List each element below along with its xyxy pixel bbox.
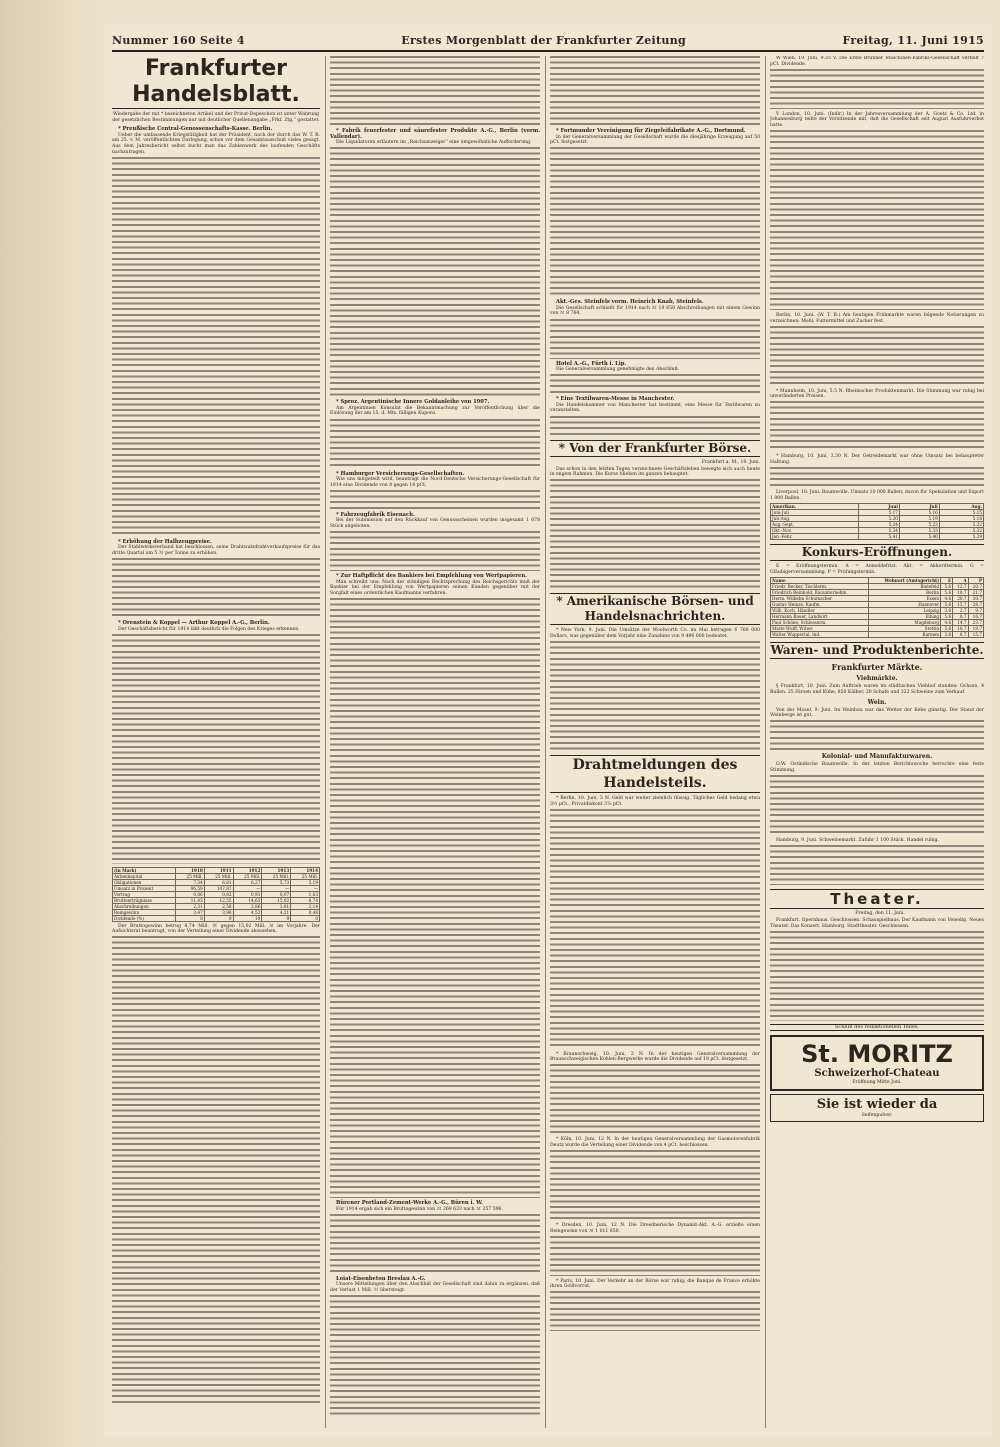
article-text: Man schreibt uns: Nach der ständigen Rechtsprechung des Reichsgerichts muß der Bankier bei der Empfehlung von Wertpapieren seinen Kunden gegenüber mit der Sorgfalt eines ordentlichen Kaufmanns verfahren.: [330, 579, 540, 596]
section-heading-theater: Theater.: [770, 889, 984, 909]
ad-note: Seifenpulver.: [861, 1113, 893, 1119]
table-cell: 5.18: [939, 516, 983, 522]
section-heading-boerse: * Von der Frankfurter Börse.: [550, 440, 760, 457]
text-block: [112, 634, 320, 864]
table-cell: 0,86: [175, 891, 204, 897]
table-cell: 5.16: [899, 510, 939, 516]
text-block: [550, 641, 760, 751]
table-cell: 0,97: [262, 891, 291, 897]
table-cell: Friedr. Becker, Tischlerm.: [771, 584, 869, 590]
column-2: [330, 56, 540, 1428]
table-cell: 3,96: [204, 909, 233, 915]
table-cell: Wilh. Koch, Händler: [771, 608, 869, 614]
article-text: Die Liquidatoren erläutern im „Reichsanzeiger“ eine umgewöhnliche Aufforderung.: [336, 140, 532, 146]
article-text: * New York, 9. Juni. Die Umsätze der Woolworth Co. im Mai betrugen 6 766 000 Dollars, was gegenüber dem Vorjahr eine Zunahme von 9 496 000 bedeutet.: [550, 628, 760, 639]
text-block: [770, 775, 984, 835]
table-cell: 5,19: [291, 879, 320, 885]
table-cell: 96,59: [175, 885, 204, 891]
article-text: * Berlin, 10. Juni, 3 N. Geld war weiter ziemlich flüssig. Tägliches Geld bedang etwa 3½ pCt., Privatdiskont 3⅞ pCt.: [550, 796, 760, 807]
text-block: [770, 931, 984, 1021]
table-cell: 4.6: [941, 596, 953, 602]
table-cell: 0,82: [204, 891, 233, 897]
subheading-wein: Wein.: [867, 698, 887, 706]
masthead-date: Freitag, 11. Juni 1915: [842, 33, 984, 47]
table-cell: Vortrag: [113, 891, 176, 897]
table-cell: 16.7: [968, 614, 983, 620]
masthead-rule: [112, 50, 984, 52]
reprint-note: Wiedergabe der mit * bezeichneten Artikel und der Privat-Depeschen ist unter Wahrung der gesetzlichen Bestimmungen nur mit deutlicher Quellenangabe „Frkf. Ztg.“ gestattet.: [112, 112, 320, 123]
table-header-cell: 1912: [233, 867, 262, 873]
text-block: [330, 1295, 540, 1415]
table-row: [771, 534, 984, 540]
table-cell: 5,73: [262, 879, 291, 885]
text-block: [330, 419, 540, 469]
dateline: Frankfurt a. M., 10. Juni.: [701, 459, 760, 465]
table-cell: 12.7: [953, 584, 968, 590]
article-text: * Dresden, 10. Juni, 12 N. Die Dresdnerische Dynamit-Akt. A.-G. erzielte einen Reingewinn von ℳ 1 011 850.: [550, 1223, 760, 1234]
table-cell: —: [233, 885, 262, 891]
editorial-end-note: Schluß des redaktionellen Teiles.: [770, 1024, 984, 1032]
article-text: Frankfurt. Opernhaus. Geschlossen. Schauspielhaus. Der Kaufmann von Venedig. Neues Theater. Das Konzert. Hamburg. Stadttheater. Geschlossen.: [770, 918, 984, 929]
article-text: Wie uns mitgeteilt wird, beantragt die Nord-Deutsche Versicherungs-Gesellschaft für 1914 eine Dividende von 8 gegen 14 pCt.: [330, 477, 540, 488]
article-text: Hamburg, 9. Juni. Schweinemarkt. Zufuhr 1 100 Stück. Handel ruhig.: [776, 837, 939, 843]
table-header-cell: Juli: [899, 504, 939, 510]
masthead-issue: Nummer 160 Seite 4: [112, 33, 245, 47]
article-title: * Fortmunder Vereinigung für Ziegeleifabrikate A.-G., Dortmund.: [556, 128, 746, 134]
table-cell: Juni-Juli: [771, 510, 859, 516]
table-cell: 3,47: [175, 909, 204, 915]
table-cell: Dividende (%): [113, 915, 176, 921]
table-cell: 5.34: [859, 528, 900, 534]
table-header-cell: A: [953, 578, 968, 584]
text-block: [330, 1214, 540, 1274]
text-block: [550, 809, 760, 1049]
table-row: [113, 885, 320, 891]
article-title: * Hamburger Versicherungs-Gesellschaften.: [336, 470, 465, 477]
table-header-cell: Amerikan.: [771, 504, 859, 510]
column-3: [550, 56, 760, 1428]
table-cell: Stettin: [869, 626, 941, 632]
table-cell: 15.7: [953, 602, 968, 608]
section-heading-amerika: * Amerikanische Börsen- und Handelsnachrichten.: [550, 593, 760, 625]
table-cell: 7,34: [175, 879, 204, 885]
article-title: * Zur Haftpflicht des Bankiers bei Empfehlung von Wertpapieren.: [336, 573, 527, 580]
article-text: V London, 10. Juni. (Indir.) In der Jahresversammlung der A. Goetz & Co. Ltd. in Johannesburg teilte der Vorsitzende mit, daß die Gesellschaft seit August Ausfuhrverbot hatte.: [770, 111, 984, 128]
article-title: * Eine Textilwaren-Messe in Manchester.: [556, 396, 675, 403]
table-cell: 4.6: [941, 620, 953, 626]
text-block: [112, 936, 320, 1406]
table-cell: Aug.-Sept.: [771, 522, 859, 528]
text-block: [550, 1150, 760, 1220]
table-cell: Leipzig: [869, 608, 941, 614]
table-cell: 5.6: [941, 602, 953, 608]
text-block: [112, 157, 320, 537]
table-cell: 2,58: [204, 903, 233, 909]
table-cell: 5.6: [941, 590, 953, 596]
table-cell: 5.6: [941, 614, 953, 620]
table-cell: Essen: [869, 596, 941, 602]
table-cell: Magdeburg: [869, 620, 941, 626]
table-cell: Aktienkapital: [113, 873, 176, 879]
text-block: [770, 845, 984, 885]
text-block: [112, 558, 320, 618]
text-block: [330, 490, 540, 510]
table-header-cell: Juni: [859, 504, 900, 510]
article-text: Bei der Submission auf den Rückkauf von Genussscheinen wurden insgesamt 1 078 Stück angeboten.: [330, 518, 540, 530]
table-cell: 3,01: [262, 903, 291, 909]
table-cell: 3.6: [941, 632, 953, 638]
article-text: * Braunschweig, 10. Juni, 2 N. In der heutigen Generalversammlung der Braunschweigischen Kohlen-Bergwerke wurde die Dividende auf 18 pCt. festgesetzt.: [550, 1051, 760, 1063]
table-cell: 21.7: [968, 590, 983, 596]
cotton-price-table: [770, 503, 984, 540]
theater-date: Freitag, den 11. Juni.: [855, 911, 905, 917]
table-cell: Hermann Bauer, Landwirt: [771, 614, 869, 620]
table-cell: 5.22: [939, 522, 983, 528]
table-cell: Abschreibungen: [113, 903, 176, 909]
article-text: Unsere Mitteilungen über den Abschluß der Gesellschaft sind dahin zu ergänzen, daß der Verlust 1 Mill. ℳ übersteigt.: [330, 1282, 540, 1293]
table-cell: Reingewinn: [113, 909, 176, 915]
table-cell: 25 Mill.: [204, 873, 233, 879]
ad-title: Sie ist wieder da: [816, 1097, 938, 1113]
table-cell: 12,55: [204, 897, 233, 903]
article-text: Die Generalversammlung genehmigte den Abschluß.: [556, 367, 680, 373]
table-cell: 15.7: [968, 632, 983, 638]
text-block: [550, 416, 760, 436]
table-cell: 5.19: [899, 516, 939, 522]
advertisement-seifenpulver: [770, 1094, 984, 1122]
text-block: [770, 720, 984, 750]
table-cell: 30.7: [968, 596, 983, 602]
table-cell: 28.7: [968, 602, 983, 608]
table-cell: 25 Mill.: [175, 873, 204, 879]
table-cell: Bielefeld: [869, 584, 941, 590]
table-header-cell: (in Mark): [113, 867, 176, 873]
table-cell: 5.24: [859, 522, 900, 528]
masthead: [112, 32, 984, 48]
table-header-cell: E: [941, 578, 953, 584]
table-cell: 5.32: [939, 528, 983, 534]
table-header-cell: P: [968, 578, 983, 584]
column-1: [112, 56, 320, 1428]
table-cell: 8,74: [291, 897, 320, 903]
table-row: [771, 632, 984, 638]
balance-table: [112, 867, 320, 922]
table-cell: 5.41: [859, 534, 900, 540]
table-cell: 0,48: [291, 909, 320, 915]
table-cell: 5.33: [899, 528, 939, 534]
subheading-kolonial: Kolonial- und Manufakturwaren.: [821, 753, 933, 761]
column-divider: [325, 56, 326, 1428]
table-cell: 6.7: [953, 632, 968, 638]
table-cell: 10.7: [953, 626, 968, 632]
column-4: [770, 56, 984, 1428]
table-header-cell: Wohnort (Amtsgericht): [869, 578, 941, 584]
section-banner: Frankfurter Handelsblatt.: [112, 56, 320, 109]
table-cell: 19.7: [968, 626, 983, 632]
article-text: Berlin, 10. Juni. (W. T. B.) Am heutigen Frühmarkte waren folgende Notierungen zu verzeichnen: Mehl, Futtermittel und Zucker fest.: [770, 312, 984, 324]
article-text: W Wien, 10. Juni, 9.35 V. Die Erste Brünner Maschinen-Fabriks-Gesellschaft verteilt 7 pCt. Dividende.: [770, 56, 984, 67]
table-cell: Jan.-Febr.: [771, 534, 859, 540]
subheading-vieh: Viehmärkte.: [856, 675, 898, 683]
table-cell: 11,43: [175, 897, 204, 903]
article-text: Der Bruttogewinn betrug 8,74 Mill. ℳ gegen 15,02 Mill. ℳ im Vorjahre. Der Aufsichtsrat beantragt, von der Verteilung einer Dividende abzusehen.: [112, 923, 320, 935]
table-cell: 10.7: [953, 590, 968, 596]
text-block: [330, 147, 540, 397]
article-text: * Hamburg, 10. Juni, 3.30 N. Der Getreidemarkt war ohne Umsatz bei behaupteter Haltung.: [770, 454, 984, 465]
table-header-cell: 1910: [175, 867, 204, 873]
table-cell: 5.23: [899, 522, 939, 528]
table-cell: 0,91: [233, 891, 262, 897]
article-text: Die Handelskammer von Manchester hat bestimmt, eine Messe für Textilwaren zu veranstalten.: [550, 402, 760, 414]
article-text: Die Gesellschaft schließt für 1914 nach ℳ 19 658 Abschreibungen mit einem Gewinn von ℳ 8 764.: [550, 305, 760, 317]
article-text: * Köln, 10. Juni, 12 N. In der heutigen Generalversammlung der Gasmotorenfabrik Deutz wurde die Verteilung einer Dividende von 4 pCt. beschlossen.: [550, 1137, 760, 1148]
table-cell: 5.40: [899, 534, 939, 540]
subheading-markte: Frankfurter Märkte.: [831, 662, 923, 673]
article-title: Hotel A.-G., Fürth i. Lip.: [556, 360, 627, 367]
table-cell: 6,81: [204, 879, 233, 885]
table-cell: 2,86: [233, 903, 262, 909]
table-cell: 9.7: [968, 608, 983, 614]
article-text: Liverpool, 10. Juni. Baumwolle. Umsatz 10 000 Ballen, davon für Spekulation und Export 1 000 Ballen.: [770, 490, 984, 501]
table-header-cell: Aug.: [939, 504, 983, 510]
ad-note: Eröffnung Mitte Juni.: [852, 1080, 902, 1086]
text-block: [550, 1236, 760, 1276]
table-cell: Gustav Heinze, Kaufm.: [771, 602, 869, 608]
text-block: [330, 56, 540, 126]
table-cell: 25 Mill.: [233, 873, 262, 879]
masthead-title: Erstes Morgenblatt der Frankfurter Zeitung: [401, 33, 687, 47]
table-cell: 8: [175, 915, 204, 921]
konkurs-table: [770, 577, 984, 638]
table-header-cell: 1911: [204, 867, 233, 873]
table-cell: Friedrich Reinhold, Bauunternehm.: [771, 590, 869, 596]
table-cell: Hannover: [869, 602, 941, 608]
article-text: Der Geschäftsbericht für 1914 läßt deutlich die Folgen des Krieges erkennen.: [118, 626, 300, 632]
text-block: [770, 467, 984, 487]
table-cell: Walter Wuppertal, Ind.: [771, 632, 869, 638]
table-cell: 8.7: [953, 614, 968, 620]
table-cell: Juli-Aug.: [771, 516, 859, 522]
text-block: [330, 598, 540, 1198]
table-cell: Bruttoerträgnisse: [113, 897, 176, 903]
article-title: Akt.-Ges. Steinfels vorm. Heinrich Knab, Steinfels.: [556, 299, 704, 306]
table-cell: 25 Mill.: [262, 873, 291, 879]
table-cell: Herm. Wilhelm Schumacher: [771, 596, 869, 602]
article-title: * Sproz. Argentinische Innere Goldanleihe von 1907.: [336, 399, 490, 406]
section-heading-konkurs: Konkurs-Eröffnungen.: [770, 544, 984, 561]
article-text: Das schon in den letzten Tagen verzeichnete Geschäftsleben bewegte sich auch heute in engem Rahmen. Die Kurse blieben im ganzen behauptet.: [550, 466, 760, 478]
table-cell: Barmen: [869, 632, 941, 638]
article-text: Der Stahlwerksverband hat beschlossen, seine Drahtwalzdrahtverkaufspreise für das dritte Quartal um 5 ℳ per Tonne zu erhöhen.: [112, 545, 320, 556]
table-cell: Umsatz in Prozent: [113, 885, 176, 891]
text-block: [550, 479, 760, 589]
advertisement-st-moritz: [770, 1035, 984, 1091]
table-cell: 9: [204, 915, 233, 921]
table-cell: 4,21: [262, 909, 291, 915]
article-text: * Paris, 10. Juni. Der Verkehr an der Börse war ruhig; die Banque de France erhöhte ihren Goldvorrat.: [550, 1278, 760, 1290]
table-cell: 3.6: [941, 608, 953, 614]
article-text: In der Generalversammlung der Gesellschaft wurde die diesjährige Erzeugung auf 50 pCt. festgesetzt.: [550, 134, 760, 146]
table-cell: 2,14: [291, 903, 320, 909]
table-cell: 2.7: [953, 608, 968, 614]
table-cell: 2,31: [175, 903, 204, 909]
text-block: [550, 56, 760, 126]
text-block: [550, 1064, 760, 1134]
article-title: * Preußische Central-Genossenschafts-Kasse. Berlin.: [118, 126, 273, 133]
table-cell: 1,03: [291, 891, 320, 897]
table-cell: 5.20: [859, 516, 900, 522]
table-cell: Okt.-Nov.: [771, 528, 859, 534]
table-cell: —: [262, 885, 291, 891]
article-title: * Fabrik feuerfester und säurefester Produkte A.-G., Berlin (vorm. Vallendar).: [330, 128, 540, 140]
table-cell: 5.6: [941, 626, 953, 632]
article-text: O.W. Ostindische Baumwolle. In der letzten Berichtswoche herrschte eine feste Stimmung.: [770, 762, 984, 773]
article-title: * Erhöhung der Halbzeugpreise.: [118, 538, 212, 545]
article-text: Ueber die umfassende Kriegstätigkeit hat der Präsident, nach der durch das W. T. B. am 25. v. M. veröffentlichten Darlegung, schon vor dem Gesamtausschuß vieles gesagt. Aus dem Jahresbericht selbst bucht man das Zahlenwerk des laufenden Geschäfts nachzutragen.: [112, 132, 320, 155]
table-cell: 10: [233, 915, 262, 921]
text-block: [770, 401, 984, 451]
text-block: [770, 130, 984, 310]
text-block: [330, 531, 540, 571]
table-row: [113, 915, 320, 921]
article-text: Für 1914 ergab sich ein Bruttogewinn von ℳ 269 633 nach ℳ 257 596.: [336, 1206, 503, 1212]
table-cell: Paul Schöne, Schlosserm.: [771, 620, 869, 626]
column-divider: [545, 56, 546, 1428]
article-text: Am Argentinien Konsulat die Bekanntmachung zur Veröffentlichung über die Einlösung der am 15. d. Mts. fälligen Kupons.: [330, 405, 540, 417]
table-cell: 14.7: [953, 620, 968, 626]
table-cell: 23.7: [968, 620, 983, 626]
article-text: § Frankfurt, 10. Juni. Zum Auftrieb waren im städtischen Viehhof standen: Ochsen, 4 Bullen, 25 Färsen und Kühe, 850 Kälber, 20 Schafe und 322 Schweine zum Verkauf.: [770, 684, 984, 695]
table-cell: 5.6: [941, 584, 953, 590]
table-header-cell: 1914: [291, 867, 320, 873]
newspaper-page: [104, 24, 992, 1436]
section-heading-drahtmeldungen: Drahtmeldungen des Handelsteils.: [550, 755, 760, 793]
table-cell: 4,52: [233, 909, 262, 915]
table-cell: 25 Mill.: [291, 873, 320, 879]
article-text: * Mannheim, 10. Juni, 5.5 N. Rheinischer Produktenmarkt. Die Stimmung war ruhig bei unveränderten Preisen.: [770, 388, 984, 400]
text-block: [770, 326, 984, 386]
konkurs-legend: E = Eröffnungstermin. A = Anmeldefrist. Akt. = Akkordtermin. G = Gläubigerversammlung. P = Prüfungstermin.: [770, 564, 984, 575]
column-divider: [765, 56, 766, 1428]
table-cell: 20.7: [968, 584, 983, 590]
table-cell: 0: [291, 915, 320, 921]
table-header-cell: Name: [771, 578, 869, 584]
table-cell: 5.15: [939, 510, 983, 516]
table-cell: 14,63: [233, 897, 262, 903]
ad-subtitle: Schweizerhof-Chateau: [814, 1068, 940, 1080]
article-title: * Fahrzeugfabrik Eisenach.: [336, 511, 415, 518]
article-title: * Orenstein & Koppel — Arthur Koppel A.-G., Berlin.: [118, 619, 270, 626]
table-cell: Marie Wolff, Witwe: [771, 626, 869, 632]
text-block: [550, 319, 760, 359]
article-text: Von der Mosel, 9. Juni. Im Weinbau war das Wetter der Rebe günstig. Der Stand der Weinberge ist gut.: [770, 707, 984, 719]
table-cell: Berlin: [869, 590, 941, 596]
table-cell: Obligationen: [113, 879, 176, 885]
table-cell: 20.7: [953, 596, 968, 602]
table-cell: 6,27: [233, 879, 262, 885]
table-cell: 9: [262, 915, 291, 921]
article-title: Loiat-Eisenbeton Breslau A.-G.: [336, 1275, 426, 1282]
article-title: Bürener Portland-Zement-Werke A.-G., Büren i. W.: [336, 1200, 483, 1206]
table-header-cell: 1913: [262, 867, 291, 873]
text-block: [770, 69, 984, 109]
table-cell: 5.39: [939, 534, 983, 540]
table-cell: —: [291, 885, 320, 891]
table-cell: 107,87: [204, 885, 233, 891]
text-block: [550, 374, 760, 394]
book-binding-margin: [0, 0, 104, 1447]
text-block: [550, 147, 760, 297]
table-cell: 5.17: [859, 510, 900, 516]
table-cell: 15,02: [262, 897, 291, 903]
section-heading-waren: Waren- und Produktenberichte.: [770, 643, 984, 658]
text-block: [550, 1291, 760, 1331]
ad-title: St. MORITZ: [801, 1040, 953, 1069]
table-cell: Elbing: [869, 614, 941, 620]
